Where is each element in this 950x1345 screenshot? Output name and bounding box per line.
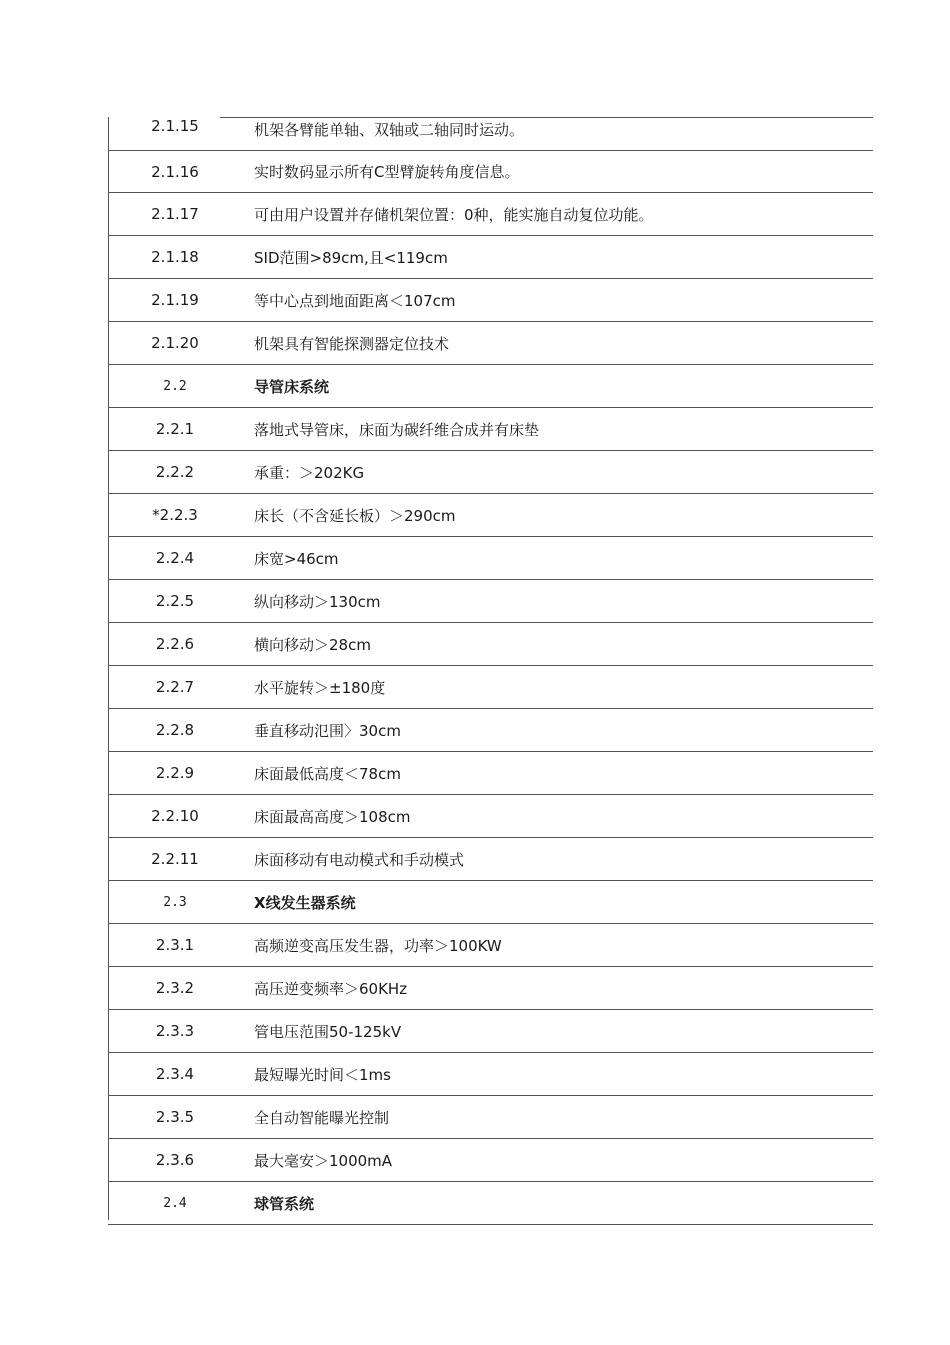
item-number: 2.1.20 bbox=[151, 334, 199, 352]
table-row bbox=[108, 494, 873, 537]
table-row bbox=[108, 193, 873, 236]
item-description: 床面最高高度＞108cm bbox=[254, 807, 411, 826]
item-number: 2.2.8 bbox=[155, 721, 195, 739]
item-description: 床长（不含延长板）＞290cm bbox=[254, 506, 456, 525]
section-title: X线发生器系统 bbox=[254, 893, 356, 912]
item-description: 床面移动有电动模式和手动模式 bbox=[254, 850, 465, 869]
table-row bbox=[108, 795, 873, 838]
item-number: 2.2.2 bbox=[155, 463, 195, 481]
item-number: 2.3.6 bbox=[155, 1151, 195, 1169]
item-number: 2.3.4 bbox=[155, 1065, 195, 1083]
item-description: 最短曝光时间＜1ms bbox=[254, 1065, 391, 1084]
item-description: 承重：＞202KG bbox=[254, 463, 365, 482]
section-row bbox=[108, 365, 873, 408]
table-row bbox=[108, 1053, 873, 1096]
item-description: SID范围>89cm,且<119cm bbox=[254, 248, 448, 267]
item-number: 2.2.6 bbox=[155, 635, 195, 653]
item-description: 机架各臂能单轴、双轴或二轴同时运动。 bbox=[254, 121, 525, 139]
item-description: 最大毫安＞1000mA bbox=[254, 1151, 393, 1170]
item-description: 全自动智能曝光控制 bbox=[254, 1108, 390, 1127]
item-number: 2.2 bbox=[163, 378, 187, 394]
item-number: 2.1.17 bbox=[151, 205, 199, 223]
section-row bbox=[108, 881, 873, 924]
table-row bbox=[108, 408, 873, 451]
table-row bbox=[108, 1010, 873, 1053]
item-number: 2.1.18 bbox=[151, 248, 199, 266]
item-number: 2.1.19 bbox=[151, 291, 199, 309]
item-description: 床面最低高度＜78cm bbox=[254, 764, 401, 783]
table-row bbox=[108, 322, 873, 365]
table-row bbox=[108, 580, 873, 623]
table-row bbox=[108, 236, 873, 279]
table-body bbox=[108, 117, 873, 1225]
table-row bbox=[108, 838, 873, 881]
item-number: 2.3 bbox=[163, 894, 187, 910]
item-description: 可由用户设置并存储机架位置：0种，能实施自动复位功能。 bbox=[254, 205, 654, 224]
table-top-rule bbox=[220, 117, 873, 118]
table-row bbox=[108, 924, 873, 967]
table-row bbox=[108, 967, 873, 1010]
item-number: 2.2.10 bbox=[151, 807, 199, 825]
item-number: 2.2.11 bbox=[151, 850, 199, 868]
section-title: 球管系统 bbox=[254, 1194, 315, 1213]
item-description: 管电压范围50-125kV bbox=[254, 1022, 402, 1041]
table-row bbox=[108, 151, 873, 193]
item-number: 2.2.4 bbox=[155, 549, 195, 567]
item-description: 纵向移动＞130cm bbox=[254, 592, 381, 611]
table-row bbox=[108, 623, 873, 666]
table-row bbox=[108, 537, 873, 580]
item-number: *2.2.3 bbox=[152, 506, 198, 524]
item-description: 横向移动＞28cm bbox=[254, 635, 371, 654]
item-description: 实时数码显示所有C型臂旋转角度信息。 bbox=[254, 163, 520, 181]
table-row bbox=[108, 1096, 873, 1139]
item-number: 2.3.2 bbox=[155, 979, 195, 997]
item-description: 床宽>46cm bbox=[254, 549, 339, 568]
item-description: 高压逆变频率＞60KHz bbox=[254, 979, 408, 998]
item-description: 机架具有智能探测器定位技术 bbox=[254, 334, 450, 353]
item-number: 2.2.5 bbox=[155, 592, 195, 610]
section-title: 导管床系统 bbox=[254, 377, 330, 396]
item-number: 2.1.15 bbox=[151, 117, 199, 135]
table-row bbox=[108, 279, 873, 322]
item-number: 2.1.16 bbox=[151, 162, 199, 181]
item-number: 2.3.1 bbox=[155, 936, 195, 954]
item-number: 2.4 bbox=[163, 1195, 187, 1211]
item-number: 2.2.1 bbox=[155, 420, 195, 438]
table-row bbox=[108, 666, 873, 709]
table-row bbox=[108, 752, 873, 795]
section-row bbox=[108, 1182, 873, 1225]
item-description: 落地式导管床，床面为碳纤维合成并有床垫 bbox=[254, 420, 540, 439]
item-description: 等中心点到地面距离＜107cm bbox=[254, 291, 456, 310]
spec-table bbox=[108, 117, 873, 1225]
item-number: 2.2.7 bbox=[155, 678, 195, 696]
table-row bbox=[108, 709, 873, 752]
item-number: 2.3.3 bbox=[155, 1022, 195, 1040]
table-row bbox=[108, 451, 873, 494]
item-number: 2.3.5 bbox=[155, 1108, 195, 1126]
table-left-rule bbox=[108, 117, 109, 1220]
item-number: 2.2.9 bbox=[155, 764, 195, 782]
table-row bbox=[108, 1139, 873, 1182]
item-description: 高频逆变高压发生器，功率＞100KW bbox=[254, 936, 502, 955]
item-description: 水平旋转＞±180度 bbox=[254, 678, 386, 697]
table-row bbox=[108, 117, 873, 151]
item-description: 垂直移动氾围〉30cm bbox=[254, 721, 401, 740]
